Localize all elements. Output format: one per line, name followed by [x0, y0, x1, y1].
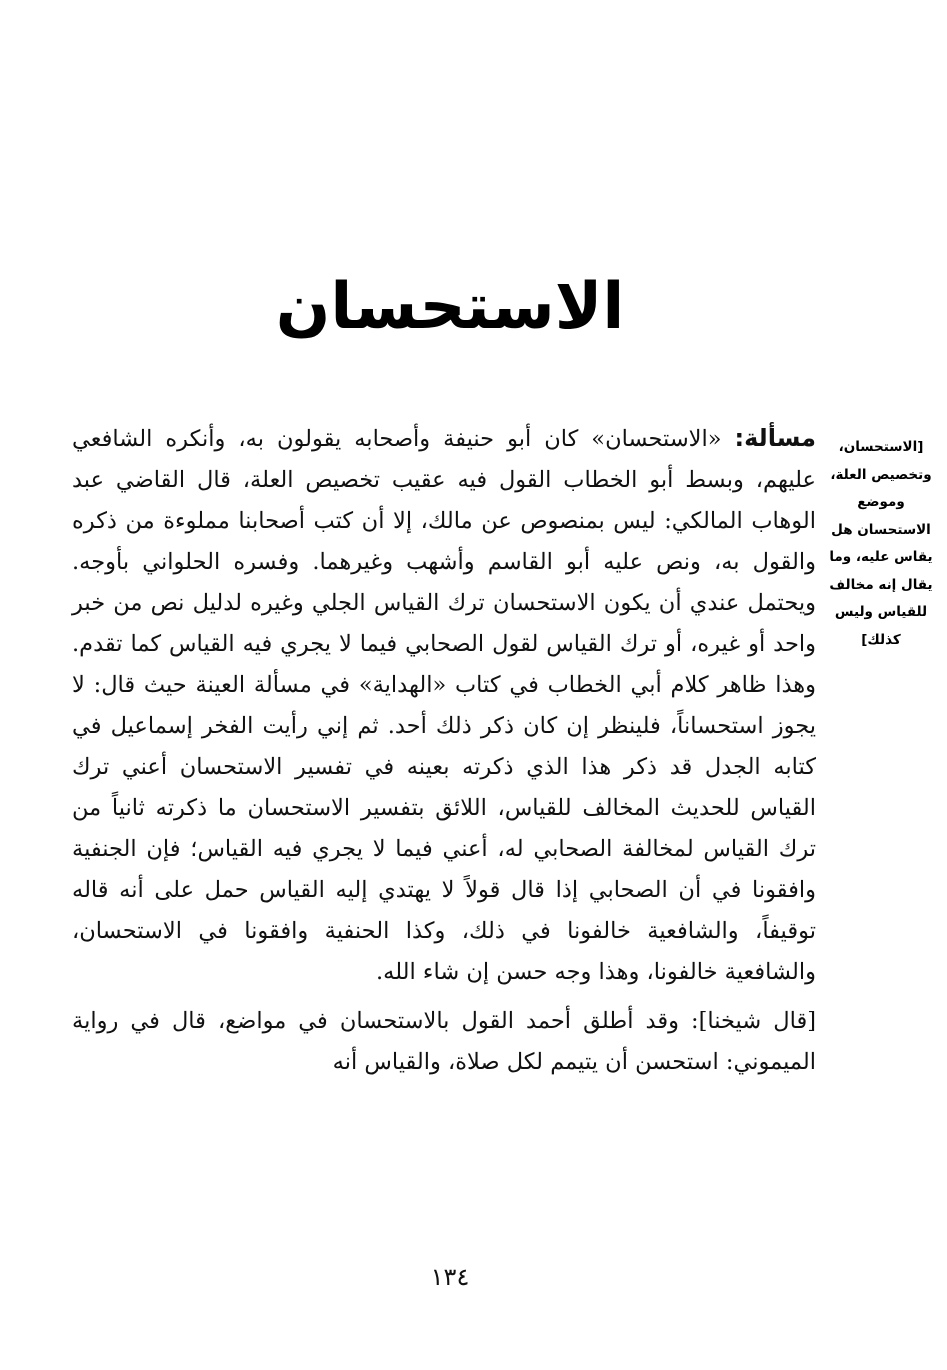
page-number: ١٣٤: [430, 1263, 470, 1291]
paragraph-masala: [72, 418, 816, 993]
paragraph-text: «الاستحسان» كان أبو حنيفة وأصحابه يقولون به، وأنكره الشافعي عليهم، وبسط أبو الخطاب القول فيه عقيب تخصيص العلة، قال القاضي عبد الوهاب المالكي: ليس بمنصوص عن مالك، إلا أن كتب أصحابنا مملوءة من ذكره والقول به، ونص عليه أبو القاسم وأشهب وغيرهما. وفسره الحلواني بأوجه. ويحتمل عندي أن يكون الاستحسان ترك القياس الجلي وغيره لدليل نص من خبر واحد أو غيره، أو ترك القياس لقول الصحابي فيما لا يجري فيه القياس كما تقدم. وهذا ظاهر كلام أبي الخطاب في كتاب «الهداية» في مسألة العينة حيث قال: لا يجوز استحساناً، فلينظر إن كان ذكر ذلك أحد. ثم إني رأيت الفخر إسماعيل في كتابه الجدل قد ذكر هذا الذي ذكرته بعينه في تفسير الاستحسان أعني ترك القياس للحديث المخالف للقياس، اللائق بتفسير الاستحسان ما ذكرته ثانياً من ترك القياس لمخالفة الصحابي له، أعني فيما لا يجري فيه القياس؛ فإن الجنفية وافقونا في أن الصحابي إذا قال قولاً لا يهتدي إليه القياس حمل على أنه قاله توقيفاً، والشافعية خالفونا في ذلك، وكذا الحنفية وافقونا في الاستحسان، والشافعية خالفونا، وهذا وجه حسن إن شاء الله.: [72, 426, 816, 985]
paragraph-lead: مسألة:: [734, 424, 816, 452]
paragraph-text: [قال شيخنا]: وقد أطلق أحمد القول بالاستحسان في مواضع، قال في رواية الميموني: استحسن أن يتيمم لكل صلاة، والقياس أنه: [72, 1008, 816, 1075]
paragraph-shaykhuna: [72, 1001, 816, 1083]
margin-note: [الاستحسان، وتخصيص العلة، وموضع الاستحسان هل يقاس عليه، وما يقال إنه مخالف للقياس وليس كذلك]: [829, 439, 933, 648]
body-text: [72, 418, 816, 1083]
chapter-title: الاستحسان: [275, 270, 625, 344]
